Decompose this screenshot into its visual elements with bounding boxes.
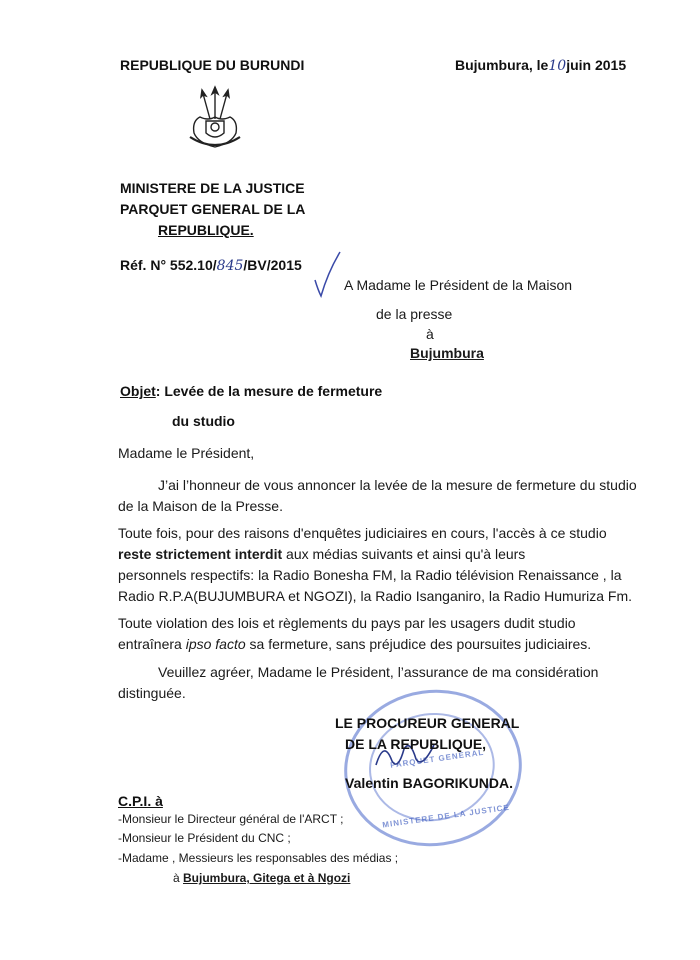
- paragraph3-italic: ipso facto: [185, 636, 246, 652]
- paragraph3-line1: Toute violation des lois et règlements du pays par les usagers dudit studio: [118, 615, 576, 631]
- cc-location-cities: Bujumbura, Gitega et à Ngozi: [183, 871, 351, 885]
- paragraph2-line1: Toute fois, pour des raisons d'enquêtes judiciaires en cours, l'accès à ce studio: [118, 525, 607, 541]
- recipient-city: Bujumbura: [410, 345, 484, 361]
- cc-item-arct: -Monsieur le Directeur général de l'ARCT ;: [118, 812, 344, 826]
- recipient-line3: à: [426, 326, 434, 342]
- ministry-line1: MINISTERE DE LA JUSTICE: [120, 180, 305, 196]
- paragraph1-line1: J’ai l’honneur de vous annoncer la levée de la mesure de fermeture du studio: [158, 477, 637, 493]
- cc-item-media: -Madame , Messieurs les responsables des médias ;: [118, 851, 399, 865]
- paragraph2-line4: Radio R.P.A(BUJUMBURA et NGOZI), la Radio Isanganiro, la Radio Humuriza Fm.: [118, 588, 633, 604]
- closing-line2: distinguée.: [118, 685, 186, 701]
- cc-item-cnc: -Monsieur le Président du CNC ;: [118, 831, 291, 845]
- subject-text1: : Levée de la mesure de fermeture: [155, 383, 383, 399]
- recipient-line1: A Madame le Président de la Maison: [344, 277, 573, 293]
- subject-line2: du studio: [172, 413, 235, 429]
- paragraph2-line2-rest: aux médias suivants et ainsi qu'à leurs: [282, 546, 526, 562]
- stamp-top-text: PARQUET GENERAL: [389, 747, 485, 770]
- paragraph2-emphasis: reste strictement interdit: [118, 546, 283, 562]
- closing-line1: Veuillez agréer, Madame le Président, l’assurance de ma considération: [158, 664, 599, 680]
- republic-heading: REPUBLIQUE DU BURUNDI: [120, 57, 305, 73]
- cc-heading: C.P.I. à: [118, 793, 163, 809]
- paragraph2-line2: [118, 544, 525, 565]
- recipient-line2: de la presse: [376, 306, 453, 322]
- date-prefix: Bujumbura, le: [455, 57, 549, 73]
- stamp-bottom-text: MINISTERE DE LA JUSTICE: [381, 802, 511, 830]
- subject-label: Objet: [120, 383, 156, 399]
- paragraph3-post: sa fermeture, sans préjudice des poursuites judiciaires.: [245, 636, 592, 652]
- paragraph3-line2: [118, 634, 591, 655]
- reference-handwritten: 845: [216, 258, 244, 274]
- cc-location-prefix: à: [173, 871, 184, 885]
- reference-suffix: /BV/2015: [243, 257, 302, 273]
- paragraph3-pre: entraînera: [118, 636, 186, 652]
- salutation: Madame le Président,: [118, 445, 255, 461]
- paragraph1-line2: de la Maison de la Presse.: [118, 498, 283, 514]
- signatory-title2: DE LA REPUBLIQUE,: [345, 736, 487, 752]
- subject-line1: [120, 383, 382, 399]
- ministry-line3: REPUBLIQUE.: [158, 222, 254, 238]
- burundi-emblem: [180, 85, 250, 155]
- coat-of-arms-icon: [180, 85, 250, 155]
- date-day-handwritten: 10: [548, 58, 567, 74]
- letter-date: [455, 57, 626, 74]
- ministry-line2: PARQUET GENERAL DE LA: [120, 201, 306, 217]
- reference-prefix: Réf. N° 552.10/: [120, 257, 217, 273]
- paragraph2-line3: personnels respectifs: la Radio Bonesha FM, la Radio télévision Renaissance , la: [118, 567, 622, 583]
- checkmark-icon: [312, 250, 342, 305]
- signatory-name: Valentin BAGORIKUNDA.: [345, 775, 514, 791]
- date-suffix: juin 2015: [566, 57, 627, 73]
- signatory-title1: LE PROCUREUR GENERAL: [335, 715, 520, 731]
- reference-number: [120, 257, 302, 274]
- cc-location: [173, 871, 350, 885]
